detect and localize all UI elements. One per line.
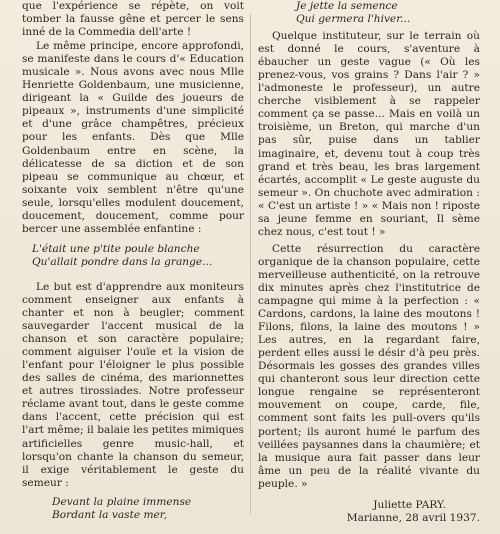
paragraph: Le même principe, encore approfondi, se manifeste dans le cours d'« Education musicale ». Nous avons avec nous Mlle Henriette Goldenbaum, une musicienne, dirigeant la « Guilde des joueurs de pipeaux », instruments d'une simplicité et d'une grâce champêtres, précieux pour les enfants. Dès que Mlle Goldenbaum entre en scène, la délicatesse de sa diction et de son pipeau se communique au chœur, et soixante voix semblent n'être qu'une seule, lorsqu'elles modulent doucement, doucement, doucement, comme pour bercer une assemblée enfantine :: [22, 40, 244, 235]
right-column: [258, 0, 480, 525]
paragraph: Quelque instituteur, sur le terrain où est donné le cours, s'aventure à ébaucher un geste vague (« Où les prenez-vous, vos grains ? Dans l'air ? » l'admoneste le professeur), un autre cherche visiblement à se rappeler comment ça se passe... Mais en voilà un troisième, un Breton, qui marche d'un pas sûr, puise dans un tablier imaginaire, et, devenu tout à coup très grand et très beau, les bras largement écartés, accomplit « Le geste auguste du semeur ». On chuchote avec admiration : « C'est un artiste ! » « Mais non ! riposte sa jeune femme en souriant, Il sème chez nous, c'est tout ! »: [258, 30, 480, 238]
verse-line: Je jette la semence: [296, 0, 398, 12]
verse: [52, 496, 244, 522]
author-name: Juliette PARY.: [373, 498, 446, 511]
source-citation: Marianne, 28 avril 1937.: [346, 511, 480, 524]
left-column: [22, 0, 244, 522]
paragraph: que l'expérience se répète, on voit tomber la fausse gêne et percer le sens inné de la Commedia dell'arte !: [22, 0, 244, 39]
verse-line: Devant la plaine immense: [52, 495, 192, 508]
verse: [296, 0, 480, 26]
verse-line: L'était une p'tite poule blanche: [32, 242, 200, 255]
verse-line: Qu'allait pondre dans la grange...: [32, 255, 213, 268]
verse: [32, 243, 244, 269]
paragraph: Cette résurrection du caractère organique de la chanson populaire, cette merveilleuse authenticité, on la retrouve dix minutes après chez l'institutrice de campagne qui mime à la perfection : « Cardons, cardons, la laine des moutons ! Filons, filons, la laine des moutons ! » Les autres, en la regardant faire, perdent elles aussi le désir d'à peu près. Désormais les gosses des grandes villes qui chanteront sous leur direction cette longue rengaine se représenteront mouvement on coupe, carde, file, comment sont faits les pull-overs qu'ils portent; ils auront humé le parfum des veillées paysannes dans la chaumière; et la musique aura fait passer dans leur âme un peu de la réalité vivante du peuple. »: [258, 242, 480, 490]
paragraph: Le but est d'apprendre aux moniteurs comment enseigner aux enfants à chanter et non à beugler; comment sauvegarder l'accent musical de la chanson et son caractère populaire; comment aiguiser l'ouïe et la vision de l'enfant pour l'éloigner le plus possible des salles de cinéma, des marionnettes et autres tirossiades. Notre professeur réclame avant tout, dans le geste comme dans l'accent, cette précision qui est l'art même; il balaie les petites mimiques artificielles genre music-hall, et lorsqu'on chante la chanson du semeur, il exige véritablement le geste du semeur :: [22, 280, 244, 489]
verse-line: Bordant la vaste mer,: [52, 508, 168, 521]
signature: [258, 499, 480, 525]
column-divider: [250, 14, 251, 514]
verse-line: Qui germera l'hiver...: [296, 13, 411, 26]
